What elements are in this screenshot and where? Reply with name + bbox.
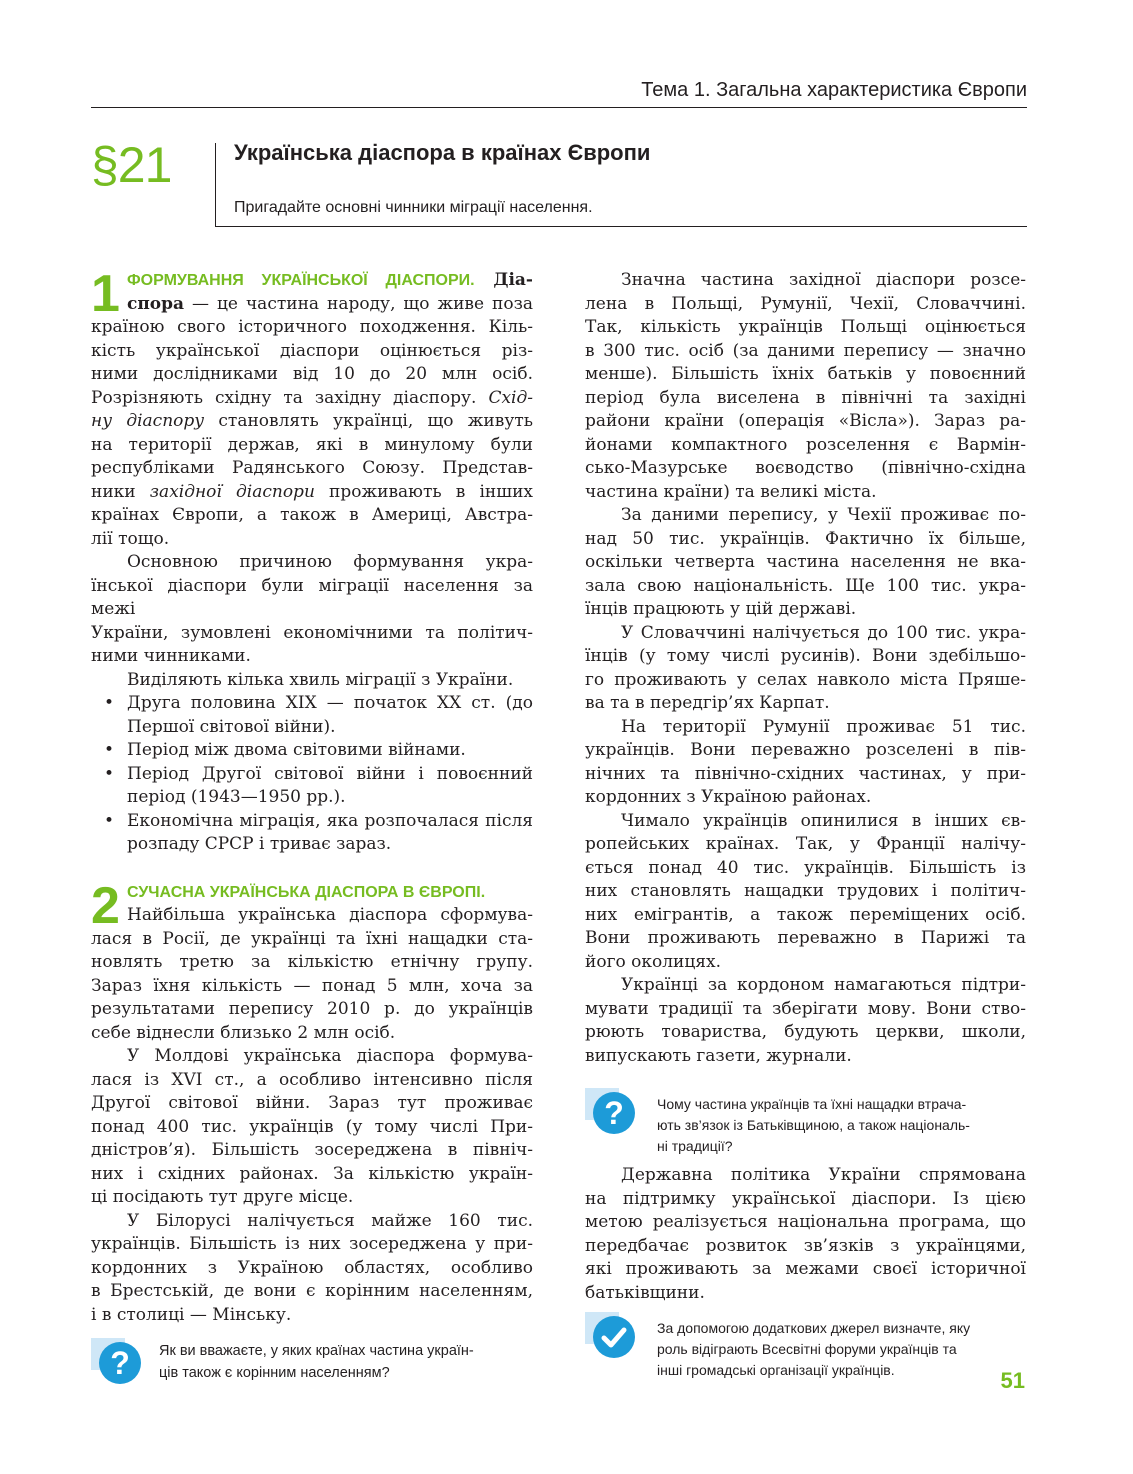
section-number: 2: [91, 876, 120, 935]
title-rule: [215, 226, 1027, 227]
question-box: ? Як ви вважаєте, у яких країнах частина україн- ців також є корінним населенням?: [91, 1338, 474, 1386]
migration-waves-list: [91, 692, 533, 857]
right-column-continued: Державна політика України спрямована на підтримку української діаспори. Із цією метою реалізується національна програма, що передбачає розвиток зв’язків з українцями, які проживають за межами своєї історичної батьківщини.: [585, 1165, 1026, 1303]
header-rule: [91, 107, 1027, 108]
list-item: • Друга половина XIX — початок XX ст. (до Першої світової війни).: [104, 693, 533, 737]
checkmark-icon: [585, 1312, 645, 1360]
lesson-number: §21: [91, 137, 172, 193]
question-mark-icon: ?: [91, 1338, 151, 1386]
section-number: 1: [91, 265, 120, 323]
right-column: Значна частина західної діаспори розсе- лена в Польщі, Румунії, Чехії, Словаччині. Так, кількість українців Польщі оцінюється в 300 тис. осіб (за даними перепису — значно менше). Більшість їхніх батьків у повоєнний період була виселена в північні та західні райони країни (операція «Вісла»). Зараз ра- йонами компактного розселення є Вармін- сько-Мазурське воєводство (північно-східна частина країни) та великі міста. За даними перепису, у Чехії проживає по- над 50 тис. українців. Фактично їх більше, оскільки четверта частина населення не вка- зала свою національність. Ще 100 тис. укра- їнців працюють у цій державі. У Словаччині налічується до 100 тис. укра- їнців (у тому числі русинів). Вони здебільшо- го проживають у селах навколо міста Пряше- ва та в передгір’ях Карпат. На території Румунії проживає 51 тис. українців. Вони переважно розселені в пів- нічних та північно-східних частинах, у при- кордонних з Україною районах. Чимало українців опинилися в інших єв- ропейських країнах. Так, у Франції налічу- ється понад 40 тис. українців. Більшість із них становлять нащадки трудових і політич- них емігрантів, а також переміщених осіб. Вони проживають переважно в Парижі та його околицях. Українці за кордоном намагаються підтри- мувати традиції та зберігати мову. Вони ство- рюють товариства, будують церкви, школи, випускають газети, журнали.: [585, 270, 1026, 1066]
recall-prompt: Пригадайте основні чинники міграції населення.: [234, 199, 593, 216]
section-2: 2 СУЧАСНА УКРАЇНСЬКА ДІАСПОРА В ЄВРОПІ. Найбільша українська діаспора сформува-: [91, 876, 533, 935]
section-heading: ФОРМУВАННЯ УКРАЇНСЬКОЇ ДІАСПОРИ.: [127, 272, 475, 289]
title-divider: [215, 143, 216, 226]
bullet-icon: •: [104, 810, 115, 831]
bullet-icon: •: [104, 763, 115, 784]
bullet-icon: •: [104, 693, 115, 713]
list-item: • Економічна міграція, яка розпочалася після розпаду СРСР і триває зараз.: [104, 810, 533, 854]
task-box: За допомогою додаткових джерел визначте, яку роль відіграють Всесвітні форуми українців та інші громадські організації українців.: [585, 1312, 970, 1381]
bullet-icon: •: [104, 740, 115, 760]
list-item: • Період Другої світової війни і повоєнний період (1943—1950 рр.).: [104, 763, 533, 807]
question-mark-icon: ?: [585, 1088, 645, 1136]
lesson-title: Українська діаспора в країнах Європи: [234, 140, 651, 165]
running-header: Тема 1. Загальна характеристика Європи: [641, 79, 1027, 101]
section-heading: СУЧАСНА УКРАЇНСЬКА ДІАСПОРА В ЄВРОПІ.: [127, 883, 486, 901]
page-number: 51: [1000, 1368, 1025, 1393]
left-column: 1 ФОРМУВАННЯ УКРАЇНСЬКОЇ ДІАСПОРИ. Діа- спора — це частина народу, що живе поза країною свого історичного походження. Кіль- кість української діаспори оцінюється різ- ними дослідниками від 10 до 20 млн осіб. Розрізняють східну та західну діаспору. Схід- ну діаспору становлять українці, що живуть на території держав, які в минулому були республіками Радянського Союзу. Представ- ники західної діаспори проживають в інших країнах Європи, а також в Америці, Австра- лії тощо. Основною причиною формування укра- їнської діаспори були міграції населення за межі України, зумовлені економічними та політич- ними чинниками. Виділяють кілька хвиль міграції з України. • Друга половина XIX — початок XX ст. (до Першої світової війни). • Період між двома світовими війнами. • Період Другої світової війни і повоєнний період (1943—1950 рр.). • Економічна міграція, яка розпочалася після розпаду СРСР і триває зараз. 2 СУЧАСНА УКРАЇНСЬКА ДІАСПОРА В ЄВРОПІ. Найбільша українська діаспора сформува- лася в Росії, де українці та їхні нащадки ста- новлять третю за кількістю етнічну групу. Зараз їхня кількість — понад 5 млн, хоча за результатами перепису 2010 р. до українців себе віднесли близько 2 млн осіб. У Молдові українська діаспора формува- лася із XVI ст., а особливо інтенсивно після Другої світової війни. Зараз тут проживає понад 400 тис. українців (у тому числі При- дністров’я). Більшість зосереджена в північ- них і східних районах. За кількістю україн- ці посідають тут друге місце. У Білорусі налічується майже 160 тис. українців. Більшість із них зосереджена у при- кордонних з Україною областях, особливо в Брестській, де вони є корінним населенням, і в столиці — Мінську.: [91, 265, 533, 1325]
question-box: ? Чому частина українців та їхні нащадки втрача- ють зв’язок із Батьківщиною, а також національ- ні традиції?: [585, 1088, 970, 1157]
section-1: 1 ФОРМУВАННЯ УКРАЇНСЬКОЇ ДІАСПОРИ. Діа- спора — це частина народу, що живе поза: [91, 265, 533, 323]
list-item: • Період між двома світовими війнами.: [91, 739, 533, 763]
